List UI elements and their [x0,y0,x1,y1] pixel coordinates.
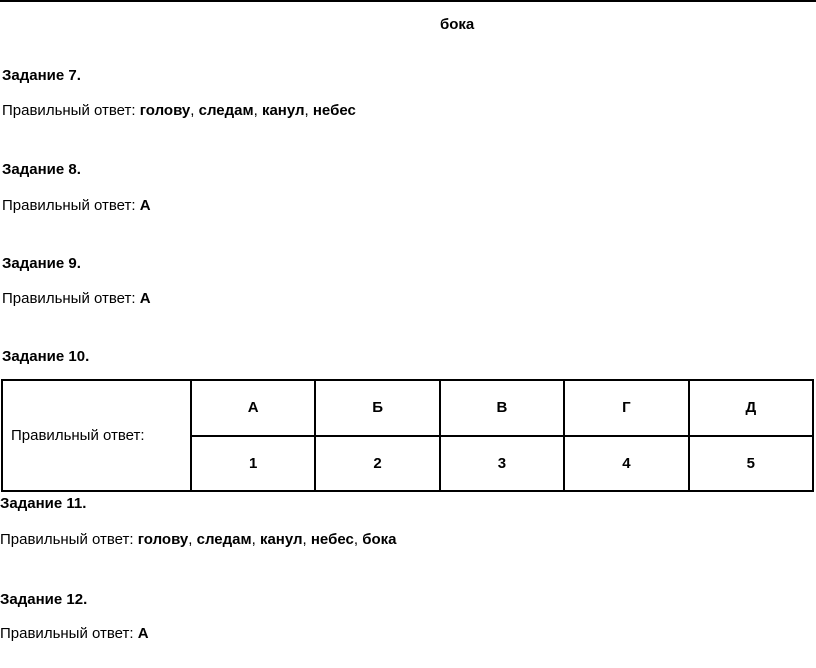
task-8-answer [2,197,151,215]
separator: , [302,531,311,548]
continuation-text: бока [440,16,475,33]
answer-word: канул [261,102,305,119]
answer-prefix: Правильный ответ: [2,102,140,119]
task-12-title: Задание 12. [0,591,88,608]
value-cell: 4 [564,436,688,492]
answer-prefix: Правильный ответ: [0,625,138,642]
separator: , [190,102,199,119]
header-cell: Д [689,380,813,436]
table-row [2,380,813,436]
value-cell: 1 [191,436,315,492]
value-cell: 3 [440,436,564,492]
answer-value: А [139,290,151,307]
task-7-answer [2,102,356,120]
task-10-title: Задание 10. [2,348,90,365]
separator: , [304,102,313,119]
task-9-title: Задание 9. [2,255,81,272]
answer-word: голову [137,531,189,548]
header-cell: Г [564,380,688,436]
answer-label-cell: Правильный ответ: [2,380,191,491]
separator: , [253,102,262,119]
header-cell: А [191,380,315,436]
separator: , [188,531,197,548]
top-rule [0,0,816,2]
answer-word: следам [198,102,254,119]
value-cell: 2 [315,436,439,492]
answer-word: канул [259,531,303,548]
answer-prefix: Правильный ответ: [2,197,140,214]
task-11-answer [0,531,396,549]
task-12-answer [0,625,149,643]
task-9-answer [2,290,151,308]
task-11-title: Задание 11. [0,495,87,512]
answer-value: А [139,197,151,214]
answer-word: следам [196,531,252,548]
answer-prefix: Правильный ответ: [0,531,138,548]
header-cell: Б [315,380,439,436]
answer-word: бока [362,531,397,548]
answer-word: небес [312,102,356,119]
answer-prefix: Правильный ответ: [2,290,140,307]
answer-word: небес [310,531,354,548]
answer-value: А [137,625,149,642]
answer-word: голову [139,102,191,119]
value-cell: 5 [689,436,813,492]
separator: , [353,531,363,548]
task-7-title: Задание 7. [2,67,81,84]
task-10-answer-table [1,379,814,492]
header-cell: В [440,380,564,436]
task-8-title: Задание 8. [2,161,81,178]
separator: , [251,531,260,548]
